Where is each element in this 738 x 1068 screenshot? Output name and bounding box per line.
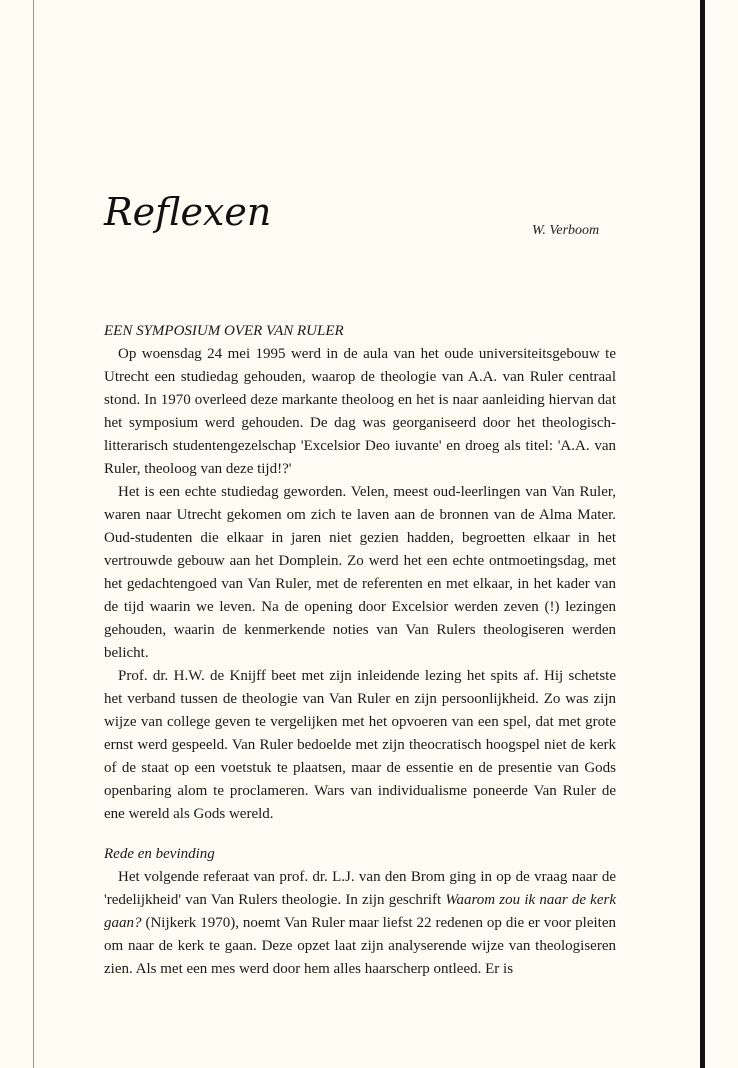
subsection-heading: Rede en bevinding (104, 846, 215, 862)
paragraph-3: Prof. dr. H.W. de Knijff beet met zijn inleidende lezing het spits af. Hij schetste het verband tussen de theologie van Van Ruler en zijn persoonlijkheid. Zo was zijn wijze van college geven te vergelijken met het opvoeren van een spel, dat met grote ernst werd gespeeld. Van Ruler bedoelde met zijn theocratisch hoogspel niet de kerk of de staat op een voetstuk te plaatsen, maar de essentie en de presentie van Gods openbaring alom te proclameren. Wars van individualisme poneerde Van Ruler de ene wereld als Gods wereld. (104, 668, 616, 822)
page-left-edge-line (33, 0, 34, 1068)
paragraph-4-part-2: (Nijkerk 1970), noemt Van Ruler maar liefst 22 redenen op die er voor pleiten om naar de kerk te gaan. Deze opzet laat zijn analyserende wijze van theologiseren zien. Als met een mes werd door hem alles haarscherp ontleed. Er is (104, 915, 616, 977)
paragraph-1: Op woensdag 24 mei 1995 werd in de aula van het oude universiteitsgebouw te Utrecht een studiedag gehouden, waarop de theologie van A.A. van Ruler centraal stond. In 1970 overleed deze markante theoloog en het is naar aanleiding hiervan dat het symposium werd gehouden. De dag was georganiseerd door het theologisch-litterarisch studentengezelschap 'Excelsior Deo iuvante' en droeg als titel: 'A.A. van Ruler, theoloog van deze tijd!?' (104, 346, 616, 477)
section-heading: EEN SYMPOSIUM OVER VAN RULER (104, 323, 344, 339)
page-right-edge-bar (700, 0, 705, 1068)
paragraph-4 (104, 866, 616, 981)
paragraph-2: Het is een echte studiedag geworden. Velen, meest oud-leerlingen van Van Ruler, waren naar Utrecht gekomen om zich te laven aan de bronnen van de Alma Mater. Oud-studenten die elkaar in jaren niet gezien hadden, begroetten elkaar in het vertrouwde gebouw aan het Domplein. Zo werd het een echte ontmoetingsdag, met het gedachtengoed van Van Ruler, met de referenten en met elkaar, in het kader van de tijd waarin we leven. Na de opening door Excelsior werden zeven (!) lezingen gehouden, waarin de kenmerkende noties van Van Rulers theologiseren werden belicht. (104, 484, 616, 661)
article-body (104, 320, 616, 981)
author-name: W. Verboom (532, 223, 600, 238)
paragraph-4-part-1: Het volgende referaat van prof. dr. L.J. van den Brom ging in op de vraag naar de 'redelijkheid' van Van Rulers theologie. In zijn geschrift (104, 869, 616, 908)
book-title: Waarom zou ik naar de kerk gaan? (104, 892, 616, 931)
page-title: Reflexen (104, 190, 272, 234)
